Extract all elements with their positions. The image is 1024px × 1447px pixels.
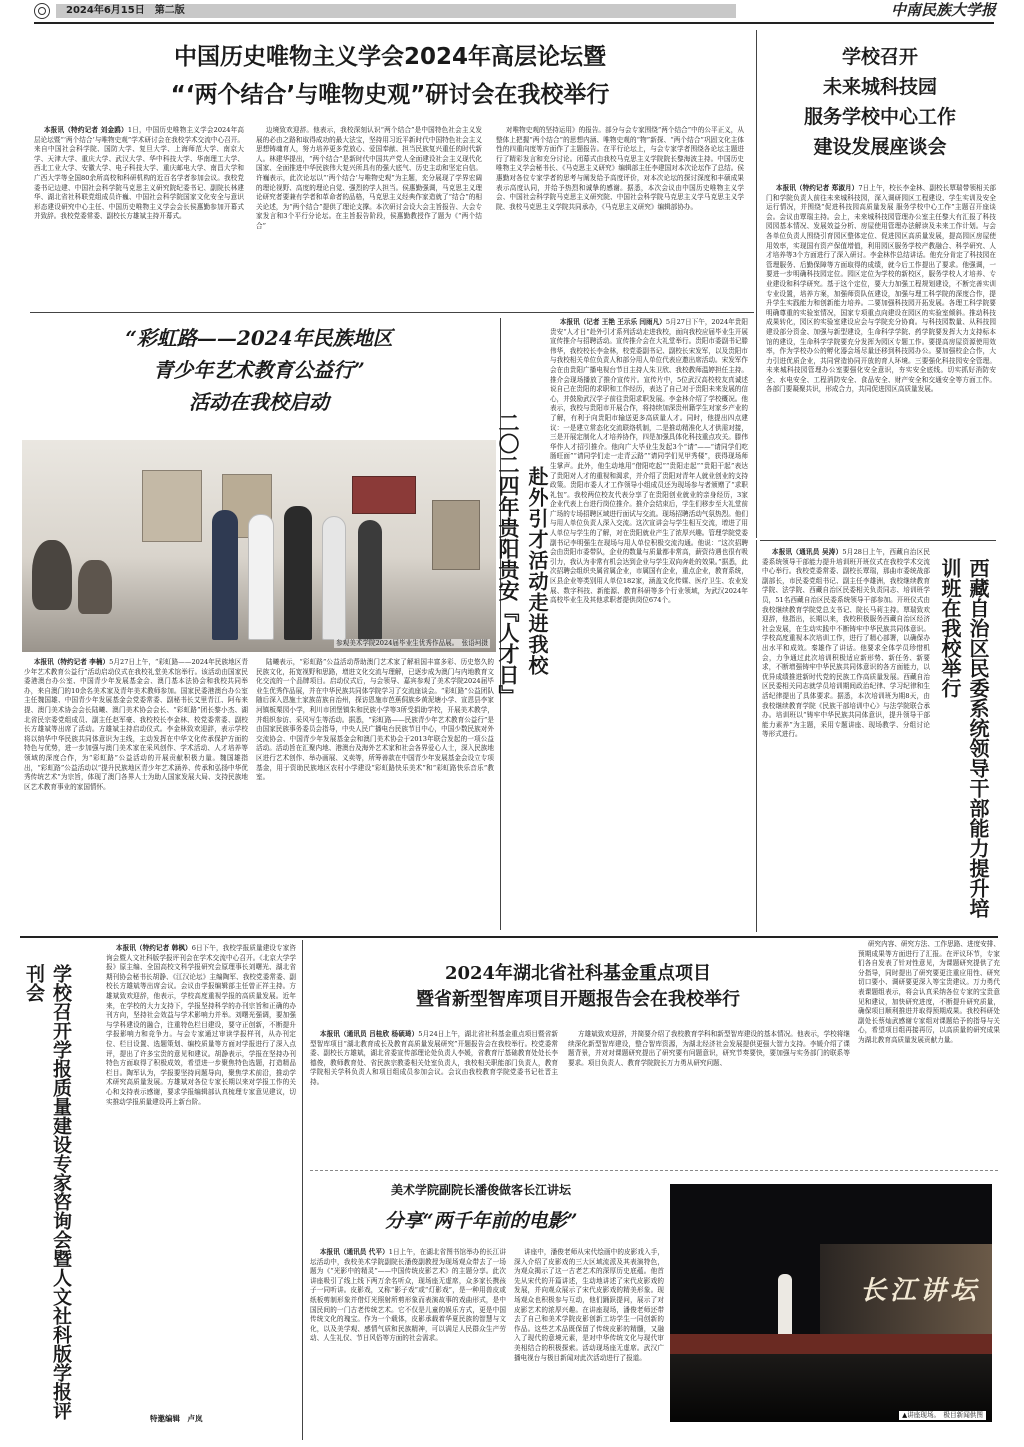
talent-tibet-divider	[756, 540, 757, 932]
campus-title-line1: 学校召开	[841, 46, 918, 68]
top-article-col3: 对唯物史观的坚持运用》的报告。部分与会专家围绕“两个结合”中的公平正义，从整体上把握“两个结合”的思想内涵、唯物史观的“物”新探、“两个结合”巩固文化主体性的四重向度等方面作了主题报告。在平行论坛上，与会专家学者围绕各论坛主题进行了精彩发言和充分讨论。闭幕式由我校马克思主义学院院长黎海波主持。中国历史唯物主义学会秘书长、《马克思主义研究》编辑部主任李建国对本次论坛作了总结。侯惠勤对各位专家学者的思考与阐发给予高度评价，对本次论坛的探讨深度和丰硕成果表示高度认同，并给予热烈和诚挚的感谢。据悉，本次会议由中国历史唯物主义学会、中国社会科学院马克思主义研究院、中国社会科学院马克思主义学马克思主义学院、我校马克思主义学院共同承办，《马克思主义研究》编辑部协办。	[496, 126, 744, 211]
gallery-painting-icon	[432, 500, 480, 570]
journal-byline: 本报讯（特约记者 韩枫）	[115, 944, 192, 952]
top-article-title-line1: 中国历史唯物主义学会2024年高层论坛暨	[173, 44, 606, 70]
stage-text: 长江讲坛	[860, 1276, 981, 1306]
hubei-col3: 研究内容、研究方法、工作思路、进度安排、预期成果等方面进行了汇报。在评议环节，专家们各自发表了针对性意见，为课题研究提供了充分指导，同时提出了研究要更注重应用性、研究切口要小、调研要更深入等宝贵建议。万力勇代表课题组表示，将会认真采纳各位专家的宝贵意见和建议，加快研究进度，不断提升研究质量，确保项目顺利推进并取得预期成果。我校科研处副处长蔡灿武感谢专家组对课题给予的指导与关心，希望项目组再接再厉，以高质量的研究成果为湖北教育高质量发展贡献力量。	[858, 940, 1000, 1044]
campus-body-text: 7日上午，校长李金林、副校长覃瑞带领相关部门和学院负责人前往未来城科技园，深入调研园区工程建设、学生实训及安全运行情况，并围绕“促进科技园高质量发展 服务学校中心工作”主题召开座谈会。会议由覃瑞主持。会上，未来城科技园管理办公室主任黎大有汇报了科技园园基本情况、发展效益分析、房屋使用管理办法解读及未来工作计划。与会各单位负责人围绕引育园区整体定位、促进园区高质量发展，提高园区房屋使用效率，实现国有资产保值增值，利用园区服务学校产教融合、科学研究、人才培养等3个方面进行了深入研讨。李金林作总结讲话。他充分肯定了科技园在管理服务、后勤保障等方面取得的成绩，就今后工作提出了要求。他强调，一要进一步明确科技园定位。园区定位为学校的新校区，服务学校人才培养、专业建设和科学研究。基于这个定位，要大力加强工程规划建设，不断完善实训专业设置，培养方案，加强师资队伍建设，加强与理工科学院的深度合作，提升学生实践能力和创新能力培养。二要加强科技园开拓发展。各理工科学院要明确尊重的实验室情况，国家专项重点向建设在园区的实验室倾斜。推动科技成果转化，园区的实验室建设应会与学院充分协商。与科技园数量、从科技园建设部分资金、加强与新型建设，生命科学学院、药学院要发挥大力支持标本馆的建设，生命科学学院要充分发挥为园区专题工作。要提高房屋资源使用效率，作为学校办公的孵化器会场尽量还移到科技园办公。要加强校企合作，大力引进优质企业，共同营造协同开放的育人环境。三要强化科技园安全管理。未来城科技园管理办公室要强化安全意识，夯实安全底线。切实抓好消防安全、水电安全、工程消防安全、食品安全、财产安全和交通安全等方面工作。各部门要凝聚共识，形成合力，共同促进园区高质量发展。	[766, 184, 996, 394]
art-byline: 本报讯（特约记者 李楠）	[33, 658, 110, 666]
hubei-title-line2: 暨省新型智库项目开题报告会在我校举行	[416, 989, 740, 1010]
art-col1	[24, 658, 248, 930]
header-rule	[34, 22, 994, 24]
hubei-col1-text: 5月24日上午，湖北省社科基金重点项目暨省新型智库项目“湖北教育成长及教育高质量发展研究”开题报告会在我校举行。校党委常委、副校长方雄斌，湖北省委宣传部理论处负责人李媛，省教育厅基础教育处处长李德俊，教师教育处、省民族宗教委相关处室负责人，我校相关职能部门负责人，教育学院相关学科负责人和项目组成员参加会议。会议由我校教育学院党委书记杜晋主持。	[310, 1030, 558, 1086]
talent-body-text: 5月27日下午，2024年贵阳贵安“人才日”赴外引才系列活动走进我校，面向我校应届毕业生开展宣传推介与招聘活动。宣传推介会在大礼堂举行。贵阳市委副书记滕伟华，我校校长李金林，校党委副书记、副校长宋发军，以及贵阳市与我校相关单位负责人和部分用人单位代表应邀出席活动。宋发军作会在由贵阳广播电视台节目主持人朱卫欣、我校教师温婷担任主持。推介会现场播放了推介宣传片。宣传片中，5位武汉高校校友真诚述说自己在贵阳的求职和工作经历，表达了自己对于贵阳未来发展的信心，并鼓励武汉学子前往贵阳求职发展。李金林介绍了学校概况。他表示，我校与贵阳市开展合作，将持续加深贵州籍学生对家乡产业的了解，有利于向贵阳市输送更多高质量人才。同时，他提出四点建议：一是建立常态化交流联络机制，二是推动精准化人才供需对接，三是开展定制化人才培养协作，四是加强具体化科技重点攻关。滕伟华作人才招引推介。他向广大毕业生发起3个“请”——“请同学们吃肠旺面”“请同学们走一走青云路”“请同学们见甲秀楼”，获得现场师生掌声。此外，他生动地用“借阳吃起”“贵阳走起”“贵阳干起”表达了贵阳对人才的重视和渴求，并介绍了贵阳对青年人就业创业的支持政策。贵阳市委人才工作领导小组成员还为现场参与者颁赠了“求职礼包”。我校两位校友代表分享了在贵阳创业就业的亲身经历，3家企业代表上台进行岗位推介。推介会结束后，学生们移步至大礼堂前广场的专场招聘区域进行面试与交流。现场招聘活动气氛热烈。他们与用人单位负责人深入交流。这次宣讲会与学生相互交流，增进了用人单位与学生的了解，对在贵阳就业产生了浓厚兴趣。管理学院党委副书记李明强生在现场与用人单位积极交流沟通。他说：“这次招聘会由贵阳市委带队，企业的数量与质量都非常高，薪资待遇也很有吸引力，我认为非常有机会达到企业与学生双向奔赴的效果。”据悉，此次招聘会组织央属省属企业，市属国有企业，重点企业，教育系统，区县企业等类别用人单位182家，涵盖文化传媒、医疗卫生、农业发展、数字科技、新能源、教育科研等多个行业领域，为武汉2024年高校毕业生及其他求职者提供岗位674个。	[550, 318, 748, 605]
visitor-figure-icon	[248, 514, 274, 640]
visitor-figure-icon	[284, 506, 312, 640]
pottery-vase-icon	[32, 540, 72, 610]
school-logo-inner-icon	[38, 7, 46, 15]
talent-article	[496, 318, 752, 932]
hubei-article	[306, 940, 1004, 1166]
film-col1-text: 1日上午，在湖北省图书馆举办的长江讲坛活动中，我校美术学院副院长潘俊副教授为现场观众带去了一场题为《“光影中的精灵”——中国传统皮影艺术》的主题分享。此次讲座吸引了线上线下两万余名听众，现场座无虚席，众多家长携孩子一同听讲。皮影戏，又称“影子戏”或“灯影戏”，是一种用兽皮或纸板剪制形象并借灯光照射所剪形象而表演故事的戏曲形式，是中国民间的一门古老传统艺术。它不仅是儿童的娱乐方式，更是中国传统文化的瑰宝。作为一个载体，皮影承载着华夏民族的智慧与文化，以及美学观、感情气质和民族精神，可以满足人民群众生产劳动、人生礼仪、节日风俗等方面的社会需求。	[310, 1248, 506, 1343]
top-section-rule	[30, 312, 754, 313]
film-col2: 讲座中，潘俊老师从宋代绘画中的皮影戏入手，深入介绍了皮影戏的三大区域流派及其表演特色，为观众揭示了这一古老艺术的深厚历史底蕴。他首先从宋代的开篇讲述，生动地讲述了宋代皮影戏的发展，并向观众展示了宋代皮影戏的精美形象。现场观众也积极参与互动，他们踊跃提问，展示了对皮影艺术的浓厚兴趣。在讲座现场，潘俊老师还带去了自己和美术学院皮影创新工坊学生一同创新的作品。这些艺术品既保留了传统皮影的精髓，又融入了现代的意境元素，是对中华传统文化与现代审美相结合的积极探索。活动现场座无虚席。武汉广播电视台与极目新闻对此次活动进行了报道。	[514, 1248, 664, 1362]
art-title-line3: 活动在我校启动	[189, 390, 329, 414]
film-title: 分享“两千年前的电影”	[384, 1210, 578, 1232]
top-article-byline: 本报讯（特约记者 刘金鸥）	[43, 126, 128, 134]
campus-byline: 本报讯（特约记者 郑淑月）	[775, 184, 859, 192]
journal-divider	[302, 940, 303, 1440]
hubei-title-line1: 2024年湖北省社科基金重点项目	[444, 963, 712, 984]
hubei-film-rule	[310, 1170, 998, 1171]
date-edition: 2024年6月15日 第二版	[66, 5, 185, 16]
campus-body	[766, 184, 996, 536]
top-article-col1	[34, 126, 244, 306]
stage-floor	[670, 1334, 992, 1354]
exhibition-photo	[22, 440, 496, 652]
lecture-photo	[670, 1184, 992, 1422]
top-article	[30, 28, 750, 310]
film-article	[306, 1174, 1004, 1444]
lecture-photo-caption: ▲讲座现场。 极目新闻供图	[899, 1411, 986, 1420]
visitor-figure-icon	[212, 510, 238, 640]
tibet-body	[762, 548, 930, 930]
film-byline: 本报讯（通讯员 代平）	[319, 1248, 389, 1256]
journal-body	[106, 944, 296, 1396]
campus-tibet-rule	[760, 540, 996, 541]
film-col1	[310, 1248, 506, 1440]
art-col1-text: 5月27日上午，“彩虹路——2024年民族地区青少年艺术教育公益行”活动启动仪式在我校礼堂美术馆举行。该活动由国家民委港澳台办公室、中国青少年发展基金会、澳门基本法协会和我校共同举办，来自澳门的10余名美术家及青年美术教师参加。国家民委港澳台办公室主任魏国雄、中国青少年发展基金会党委常委、副秘书长艾里青江、阿布来提、澳门美术协会会长陆曦、澳门美术协会会长、“彩虹路”团长黎小杰、湖北省民宗委党组成员、副主任赵军豪、我校校长李金林、校党委常委、副校长方雄斌等出席了活动。方雄斌主持启动仪式。李金林致欢迎辞，表示学校将以纳华中华民族共同体意识为主线，主动发挥在中华文化传承保护方面的特色与优势，进一步加强与澳门美术家在采风创作、学术活动、人才培养等领域的深度合作，为“彩虹路”公益活动的开展贡献积极力量。魏国雄指出，“彩虹路”公益活动以“提升民族地区青少年艺术涵养、传承和弘扬中华优秀传统艺术”为宗旨，体现了澳门各界人士为助人国家发展大局、支持民族地区艺术教育事业的家国情怀。	[24, 658, 248, 791]
tibet-article	[760, 544, 1000, 932]
art-title-line1: “彩虹路——2024年民族地区	[125, 326, 393, 350]
talent-title-left: 二〇二四年贵阳贵安『人才日』	[496, 412, 520, 706]
hubei-col2: 方雄斌致欢迎辞，并简要介绍了我校教育学科和新型智库建设的基本情况。他表示，学校将继续深化新型智库建设，整合智库资源，为湖北经济社会发展提供更强大智力支持。李媛介绍了课题背景，并对对课题研究提出了研究要有问题意识，研究节奏要快，要加强与实务部门的联系等要求。项目负责人、教育学院院长万力勇从研究问题、	[568, 1030, 850, 1067]
masthead: 中南民族大学报	[890, 1, 996, 19]
gallery-painting-icon	[352, 476, 416, 514]
page-header	[0, 0, 1024, 22]
journal-body-text: 6日下午，我校学报质量建设专家咨询会暨人文社科版学报评刊会在学术交流中心召开。《北京大学学报》原主编、全国高校文科学报研究会原理事长刘曙光、湖北省期刊协会秘书长胡静、《江汉论坛》主编陶军、我校党委常委、副校长方雄斌等出席会议。会议由学报编辑部主任曾正祥主持。方雄斌致欢迎辞，他表示，学校高度重视学报的高质量发展。近年来，在学校的大力支持下，学报坚持科学的办刊宗旨和正确的办刊方向，坚持社会效益与学术影响力并举。刘曙光强调，要加强与学科建设的融合，注重特色栏目建设，要守正创新，不断提升学报影响力和竞争力。与会专家通过审读学报样刊，从办刊定位、栏目设置、选题策划、编校质量等方面对学报进行了深入点评，提出了许多宝贵的意见和建议。胡静表示，学报在坚持办刊特色方面取得了积极成效，希望进一步聚焦特色选题，打造精品栏目。陶军认为，学报要坚持问题导向，聚焦学术前沿，推动学术研究高质量发展。方雄斌对各位专家长期以来对学报工作的关心和支持表示感谢，要求学报编辑部认真梳理专家意见建议，切实推动学报质量建设再上新台阶。	[106, 944, 296, 1106]
middle-section-rule	[20, 936, 998, 938]
tibet-title: 西藏自治区民委系统领导干部能力提升培训班在我校举行	[938, 558, 990, 918]
hubei-byline: 本报讯（通讯员 吕桂欣 杨硕琦）	[319, 1030, 419, 1038]
art-col2: 陆曦表示，“彩虹路”公益活动帮助澳门艺术家了解祖国丰富多彩、历史悠久的民族文化，拓宽视野和思路，增进文化交流与理解，已逐步成为澳门与内地教育文化交流的一个品牌项目。启动仪式后，与会领导、嘉宾参观了美术学院2024届毕业生优秀作品展，并在中华民族共同体学院学习了交流座谈会。“彩虹路”公益团队随后深入恩施土家族苗族自治州，探访恩施市芭蕉侗族乡黄泥塘小学、宣恩县李家河镇板栗园小学，利川市团堡镇朱和民族小学等3所受捐助学校，开展美术教学，并组织参访、采风写生等活动。据悉，“彩虹路——民族青少年艺术教育公益行”是由国家民族事务委员会指导，中央人民广播电台民族节目中心，中国少数民族对外交流协会、中国青少年发展基金会和澳门美术协会于2013年联合发起的一项公益活动。活动旨在汇聚内地、港澳台及海外艺术家和社会各界爱心人士，深入民族地区进行艺术创作、举办画展、义卖等，所筹善款在中国青少年发展基金会设立专项基金，用于资助民族地区农村小学建设“彩虹路快乐美术”和“彩虹路快乐音乐”教室。	[256, 658, 494, 782]
gallery-painting-icon	[142, 470, 202, 542]
tibet-byline: 本报讯（通讯员 吴涛）	[771, 548, 843, 556]
talent-body	[550, 318, 748, 930]
top-article-col2: 边境致欢迎辞。他表示，我校深刻认识“两个结合”是中国特色社会主义发展的必由之路和取得成功的最大法宝，坚持用习近平新时代中国特色社会主义思想铸魂育人，努力培养更多党放心、爱国奉献、担当民族复兴重任的时代新人。林建华提出，“两个结合”是新时代中国共产党人全面建设社会主义现代化国家、全面推进中华民族伟大复兴所具有的强大底气、历史主动和坚定自信。许巍表示，此次论坛以“‘两个结合’与唯物史观”为主题，充分展现了学界宏阔的理论视野、高度的理论自觉、强烈的学人担当。侯惠勤强调，马克思主义理论研究者要兼有学者和革命者的品格，马克思主义经典作家造就了“结合”的相关论述，为“两个结合”提供了理论支撑。本次研讨会设大会主旨报告、大会专家发言和3个平行分论坛。在主旨报告阶段，侯惠勤教授作了题为《“两个结合”	[256, 126, 482, 230]
visitor-figure-icon	[322, 516, 346, 640]
tibet-body-text: 5月28日上午，西藏自治区民委系统领导干部能力提升培训班开班仪式在我校学术交流中心举行。我校党委常委、副校长覃瑞，那曲市委统战部副部长，市民委党组书记、副主任李雄洲，我校继续教育学院、法学院、西藏自治区民委相关负责同志、培训班学员，51名西藏自治区民委系统领导干部参加。开班仪式由我校继续教育学院党总支书记、院长马莉主持。覃瑞致欢迎辞，他指出，长期以来，我校积极服务西藏自治区经济社会发展，在生动实践中不断铸牢中华民族共同体意识。学校高度重视本次培训工作，进行了精心部署，以确保办出水平和成效。秦雄作了讲话。他要求全体学员珍惜机会，力争通过此次培训积极适应新形势、新任务、新要求，不断增强铸牢中华民族共同体意识的各方面能力，以优异成绩推进新时代党的民族工作高质量发展。西藏自治区民委相关同志就学员培训期间政治纪律、学习纪律和生活纪律提出了具体要求。据悉，本次培训班为期8天，由我校继续教育学院《民族干部培训中心》与法学院联合承办。培训班以“铸牢中华民族共同体意识，提升领导干部能力素养”为主题，采用专题讲座、现场教学、分组讨论等形式进行。	[762, 548, 931, 739]
top-right-divider	[756, 30, 757, 538]
journal-editor: 特邀编辑 卢岚	[150, 1414, 203, 1423]
journal-title: 学校召开学报质量建设专家咨询会暨人文社科版学报评刊会	[23, 964, 72, 1420]
photo-caption: 参观美术学院2024届毕业生优秀作品展。 张语珂摄	[336, 639, 488, 647]
top-article-col1-text: 1日，中国历史唯物主义学会2024年高层论坛暨“‘两个结合’与唯物史观”学术研讨会在我校学术交流中心召开。来自中国社会科学院、国防大学、复旦大学、上海师范大学、南京大学、天津大学、重庆大学、武汉大学、华中科技大学、华南理工大学、西北工业大学、安徽大学、电子科技大学、重庆邮电大学、南昌大学和广西大学等全国80余所高校和科研机构的近百名学者参加会议。我校党委书记边建、中国社会科学院马克思主义研究院纪委书记、副院长林建华、湖北省社科联党组成员许巍、中国社会科学院国家文化安全与意识形态建设研究中心主任、中国历史唯物主义学会会长侯惠勤参加开幕式并致辞。我校党委常委、副校长方雄斌主持开幕式。	[34, 126, 245, 221]
journal-article	[20, 940, 300, 1440]
art-article	[20, 318, 498, 932]
top-article-title-line2: “‘两个结合’与唯物史观”研讨会在我校举行	[170, 82, 610, 108]
talent-title-right: 赴外引才活动走进我校	[525, 466, 549, 676]
hubei-col1	[310, 1030, 558, 1160]
talent-byline: 本报讯（记者 王艳 王示乐 闫雨凡）	[559, 318, 666, 326]
campus-title-line4: 建设发展座谈会	[813, 136, 947, 158]
pottery-vase-icon	[78, 560, 112, 614]
campus-title-line2: 未来城科技园	[822, 76, 937, 98]
campus-title-line3: 服务学校中心工作	[803, 106, 956, 128]
visitor-figure-icon	[358, 520, 382, 640]
campus-article	[762, 30, 998, 536]
art-title-line2: 青少年艺术教育公益行”	[153, 358, 365, 382]
film-kicker: 美术学院副院长潘俊做客长江讲坛	[390, 1183, 571, 1197]
